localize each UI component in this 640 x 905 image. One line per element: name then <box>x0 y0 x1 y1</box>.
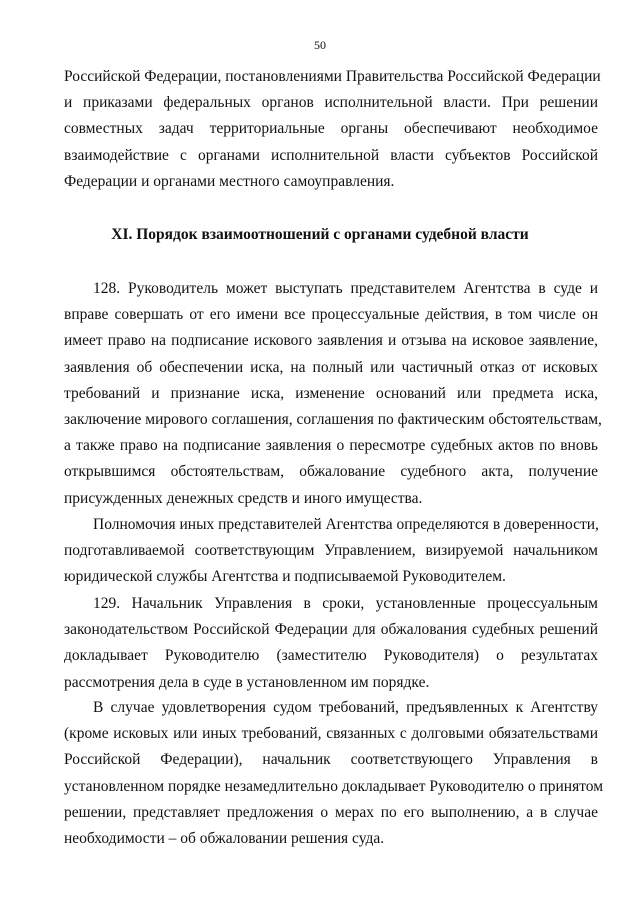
paragraph-line: решении, представляет предложения о мерах по его выполнению, а в случае <box>64 803 598 821</box>
paragraph-line: присужденных денежных средств и иного имущества. <box>64 489 423 507</box>
paragraph-line: (кроме исковых или иных требований, связанных с долговыми обязательствами <box>64 725 598 743</box>
page-number: 50 <box>314 38 326 52</box>
intro-line: взаимодействие с органами исполнительной власти субъектов Российской <box>64 146 598 164</box>
paragraph-line: В случае удовлетворения судом требований, предъявленных к Агентству <box>93 699 598 716</box>
paragraph-line: вправе совершать от его имени все процессуальные действия, в том числе он <box>64 306 598 324</box>
section-heading: XI. Порядок взаимоотношений с органами судебной власти <box>111 226 529 243</box>
paragraph-line: а также право на подписание заявления о пересмотре судебных актов по вновь <box>64 437 598 455</box>
paragraph-line: докладывает Руководителю (заместителю Руководителя) о результатах <box>64 647 598 665</box>
paragraph-line: Полномочия иных представителей Агентства определяются в доверенности, <box>93 516 599 533</box>
paragraph-line: 128. Руководитель может выступать представителем Агентства в суде и <box>93 280 598 297</box>
paragraph-court-decision <box>64 695 604 852</box>
paragraph-powers <box>64 512 598 591</box>
paragraph-line: заключение мирового соглашения, соглашения по фактическим обстоятельствам, <box>64 410 602 428</box>
paragraph-line: законодательством Российской Федерации для обжалования судебных решений <box>64 621 598 639</box>
intro-line: и приказами федеральных органов исполнительной власти. При решении <box>64 94 598 112</box>
paragraph-line: установленном порядке незамедлительно докладывает Руководителю о принятом <box>64 777 604 795</box>
paragraph-line: рассмотрения дела в суде в установленном им порядке. <box>64 673 430 691</box>
paragraph-line: Российской Федерации), начальник соответствующего Управления в <box>64 751 598 769</box>
paragraph-line: необходимости – об обжаловании решения суда. <box>64 829 385 847</box>
intro-line: Российской Федерации, постановлениями Правительства Российской Федерации <box>64 68 601 85</box>
paragraph-line: 129. Начальник Управления в сроки, установленные процессуальным <box>93 595 598 612</box>
paragraph-line: открывшимся обстоятельствам, обжалование судебного акта, получение <box>64 463 598 481</box>
paragraph-line: требований и признание иска, изменение оснований или предмета иска, <box>64 384 598 402</box>
paragraph-line: имеет право на подписание искового заявления и отзыва на исковое заявление, <box>64 332 598 350</box>
intro-line: совместных задач территориальные органы обеспечивают необходимое <box>64 120 598 138</box>
paragraph-line: заявления об обеспечении иска, на полный или частичный отказ от исковых <box>64 358 598 376</box>
intro-paragraph <box>64 64 601 195</box>
paragraph-line: юридической службы Агентства и подписываемой Руководителем. <box>64 568 506 586</box>
paragraph-128 <box>64 276 602 512</box>
paragraph-129 <box>64 591 598 696</box>
intro-line: Федерации и органами местного самоуправления. <box>64 172 395 190</box>
paragraph-line: подготавливаемой соответствующим Управлением, визируемой начальником <box>64 542 598 560</box>
